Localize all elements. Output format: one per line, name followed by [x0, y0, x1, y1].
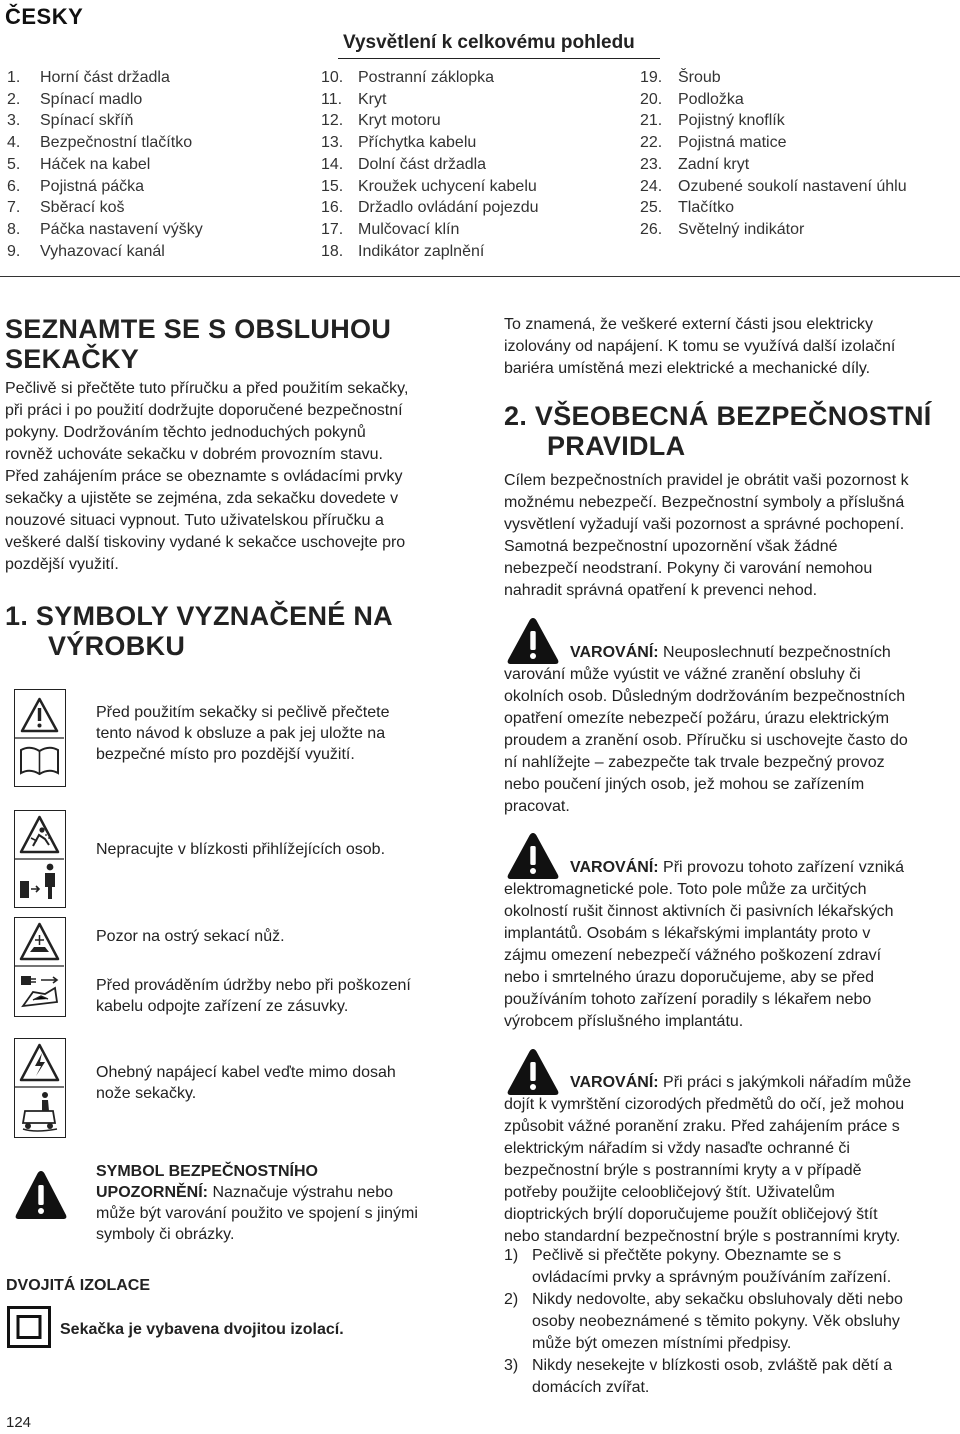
parts-item: 20. Podložka: [640, 90, 744, 108]
page-number: 124: [6, 1414, 32, 1431]
parts-item: 2. Spínací madlo: [7, 90, 143, 108]
bystanders-warning-icon: [15, 811, 64, 906]
parts-item: 5. Háček na kabel: [7, 155, 151, 173]
language-label: ČESKY: [5, 4, 84, 29]
parts-item: 6. Pojistná páčka: [7, 177, 145, 195]
parts-item: 1. Horní část držadla: [7, 69, 170, 86]
parts-item: 10. Postranní záklopka: [321, 69, 495, 86]
section-divider: [0, 276, 960, 277]
read-manual-symbol: [14, 689, 66, 787]
parts-item: 12. Kryt motoru: [321, 112, 441, 130]
safety-alert-text: SYMBOL BEZPEČNOSTNÍHO UPOZORNĚNÍ: Naznačuje výstrahu nebo může být varování použito ve spojení s jinými symboly či obrázky.: [96, 1163, 418, 1243]
parts-item: 22. Pojistná matice: [640, 134, 787, 152]
double-insulation-text: Sekačka je vybavena dvojitou izolací.: [60, 1321, 344, 1338]
sharp-blade-text: Pozor na ostrý sekací nůž.: [96, 928, 285, 945]
intro-heading: SEZNAMTE SE S OBSLUHOU SEKAČKY: [5, 314, 392, 374]
general-rules-heading: 2. VŠEOBECNÁ BEZPEČNOSTNÍ PRAVIDLA: [504, 401, 932, 461]
parts-item: 15. Kroužek uchycení kabelu: [321, 177, 537, 195]
parts-list-col2: [321, 67, 539, 262]
parts-item: 23. Zadní kryt: [640, 155, 750, 173]
read-manual-text: Před použitím sekačky si pečlivě přečtete tento návod k obsluze a pak jej uložte na bezpečné místo pro pozdější využití.: [96, 704, 390, 763]
parts-item: 17. Mulčovací klín: [321, 220, 460, 238]
list-item: 3) Nikdy nesekejte v blízkosti osob, zvláště pak dětí a domácích zvířat.: [504, 1357, 893, 1396]
parts-item: 4. Bezpečnostní tlačítko: [7, 134, 193, 152]
legend-title: Vysvětlení k celkovému pohledu: [343, 32, 635, 53]
parts-item: 19. Šroub: [640, 69, 721, 86]
parts-item: 21. Pojistný knoflík: [640, 112, 785, 130]
blade-unplug-symbol: [14, 917, 66, 1017]
parts-item: 3. Spínací skříň: [7, 112, 134, 130]
bystanders-symbol: [14, 810, 66, 908]
parts-item: 16. Držadlo ovládání pojezdu: [321, 199, 539, 217]
cable-symbol: [14, 1038, 66, 1138]
insulation-explanation: To znamená, že veškeré externí části jsou elektricky izolovány od napájení. K tomu se využívá další izolační bariéra umístěná mezi elektrické a mechanické díly.: [504, 316, 896, 377]
symbols-heading: 1. SYMBOLY VYZNAČENÉ NA VÝROBKU: [5, 601, 393, 661]
list-item: 1) Pečlivě si přečtěte pokyny. Obeznamte se s ovládacími prvky a správným používáním zařízení.: [504, 1247, 892, 1286]
parts-item: 11. Kryt: [321, 90, 387, 108]
double-insulation-icon: [7, 1306, 51, 1348]
intro-paragraph: Pečlivě si přečtěte tuto příručku a před použitím sekačky, při práci i po použití dodržujte doporučené bezpečnostní pokyny. Dodržováním těchto jednoduchých pokynů rovněž uchováte sekačku v dobrém provozním stavu. Před zahájením práce se obeznamte s ovládacími prvky sekačky a ujistěte se zejména, zda sekačku dovedete v nouzové situaci vypnout. Tuto uživatelskou příručku a veškeré další tiskoviny vydané k sekačce uschovejte pro pozdější využití.: [5, 380, 409, 573]
bystanders-text: Nepracujte v blízkosti přihlížejících osob.: [96, 841, 386, 858]
parts-item: 8. Páčka nastavení výšky: [7, 220, 203, 238]
electric-shock-cable-icon: [15, 1039, 64, 1136]
parts-item: 14. Dolní část držadla: [321, 155, 487, 173]
parts-item: 18. Indikátor zaplnění: [321, 242, 485, 260]
warning-block-3: VAROVÁNÍ: Při práci s jakýmkoli nářadím může dojít k vymrštění cizorodých předmětů do očí, jež mohou způsobit vážné poranění zraku. Před zahájením práce s elektrickým nářadím si vždy nasaďte ochranné či bezpečnostní brýle s postranními kryty a v případě potřeby použijte celoobličejový štít. Uživatelům dioptrických brýlí doporučujeme použít obličejový štít nebo standardní bezpečnostní brýle s postranními kryty.: [504, 1074, 912, 1245]
parts-item: 7. Sběrací koš: [7, 199, 125, 217]
read-manual-icon: [15, 690, 64, 785]
legend-underline: [338, 58, 660, 59]
general-rules-paragraph: Cílem bezpečnostních pravidel je obrátit vaši pozornost k možnému nebezpečí. Bezpečnostní symboly a příslušná vysvětlení vyžadují vaši pozornost a správné pochopení. Samotná bezpečnostní upozornění však žádné nebezpečí neodstraní. Pokyny či varování nemohou nahradit správná opatření k prevenci nehod.: [504, 472, 909, 599]
parts-item: 24. Ozubené soukolí nastavení úhlu: [640, 177, 907, 195]
rules-list: [504, 1245, 959, 1399]
double-insulation-title: DVOJITÁ IZOLACE: [6, 1277, 151, 1294]
parts-item: 26. Světelný indikátor: [640, 220, 805, 238]
parts-list-col1: [7, 67, 203, 262]
sharp-blade-unplug-icon: [15, 918, 64, 1015]
parts-item: 13. Příchytka kabelu: [321, 134, 477, 152]
list-item: 2) Nikdy nedovolte, aby sekačku obsluhovaly děti nebo osoby neobeznámené s těmito pokyny. Věk obsluhy může být omezen místními předpisy.: [504, 1291, 903, 1352]
warning-block-1: VAROVÁNÍ: Neuposlechnutí bezpečnostních varování může vyústit ve vážné zranění obsluhy či okolních osob. Důsledným dodržováním bezpečnostních opatření omezíte nebezpečí požáru, úrazu elektrickým proudem a zranění osob. Příručku si uschovejte často do ní nahlížejte – zabezpečte tak trvale bezpečný provoz nebo poučení jiných osob, jež mohou se zařízením pracovat.: [504, 644, 908, 815]
parts-item: 9. Vyhazovací kanál: [7, 242, 165, 260]
cable-text: Ohebný napájecí kabel veďte mimo dosah nože sekačky.: [96, 1064, 396, 1102]
warning-block-2: VAROVÁNÍ: Při provozu tohoto zařízení vzniká elektromagnetické pole. Toto pole může za určitých okolností rušit činnost aktivních či pasivních lékařských implantátů. Osobám s lékařskými implantáty proto v zájmu omezení nebezpečí vážného poškození zdraví nebo i smrtelného úrazu doporučujeme, aby se před používáním tohoto zařízení poradily s lékařem nebo výrobcem příslušného implantátu.: [504, 859, 905, 1030]
unplug-text: Před prováděním údržby nebo při poškození kabelu odpojte zařízení ze zásuvky.: [96, 977, 411, 1015]
safety-alert-icon: [13, 1168, 69, 1222]
parts-item: 25. Tlačítko: [640, 199, 735, 217]
parts-list-col3: [640, 67, 907, 241]
